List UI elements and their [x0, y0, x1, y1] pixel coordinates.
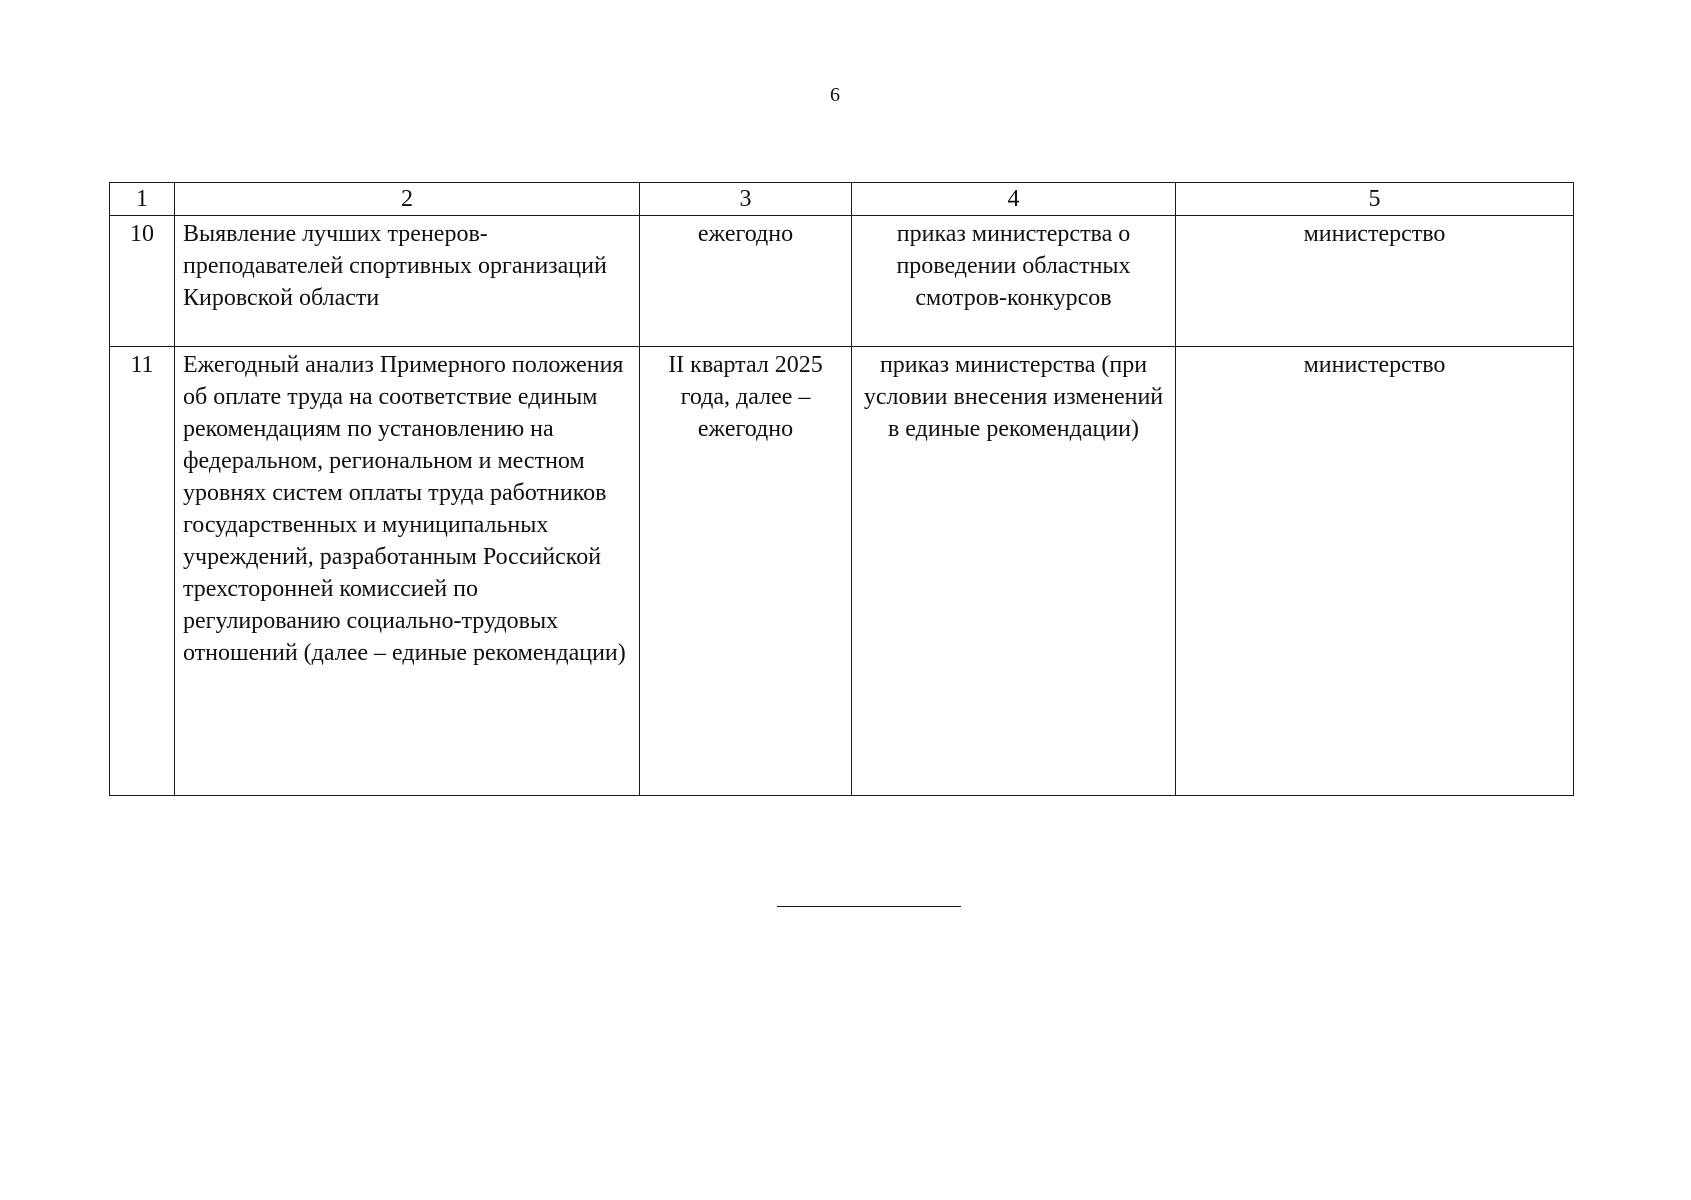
page-number: 6: [830, 84, 840, 106]
table-row: [110, 216, 1574, 347]
column-header-3: 3: [640, 183, 852, 216]
column-header-5: 5: [1176, 183, 1574, 216]
table-header-row: [110, 183, 1574, 216]
row-number: 10: [110, 216, 175, 347]
end-of-document-rule: [777, 906, 961, 907]
column-header-2: 2: [175, 183, 640, 216]
responsible-cell: министерство: [1176, 216, 1574, 347]
column-header-1: 1: [110, 183, 175, 216]
row-number: 11: [110, 347, 175, 796]
event-cell: Ежегодный анализ Примерного положения об оплате труда на соответствие единым рекомендациям по установлению на федеральном, региональном и местном уровнях систем оплаты труда работников государственных и муниципальных учреждений, разработанным Российской трехсторонней комиссией по регулированию социально-трудовых отношений (далее – единые рекомендации): [175, 347, 640, 796]
column-header-4: 4: [852, 183, 1176, 216]
deadline-cell: II квартал 2025 года, далее – ежегодно: [640, 347, 852, 796]
responsible-cell: министерство: [1176, 347, 1574, 796]
table-row: [110, 347, 1574, 796]
event-cell: Выявление лучших тренеров-преподавателей спортивных организаций Кировской области: [175, 216, 640, 347]
result-cell: приказ министерства (при условии внесения изменений в единые рекомендации): [852, 347, 1176, 796]
activity-table: [109, 182, 1574, 796]
deadline-cell: ежегодно: [640, 216, 852, 347]
result-cell: приказ министерства о проведении областных смотров-конкурсов: [852, 216, 1176, 347]
